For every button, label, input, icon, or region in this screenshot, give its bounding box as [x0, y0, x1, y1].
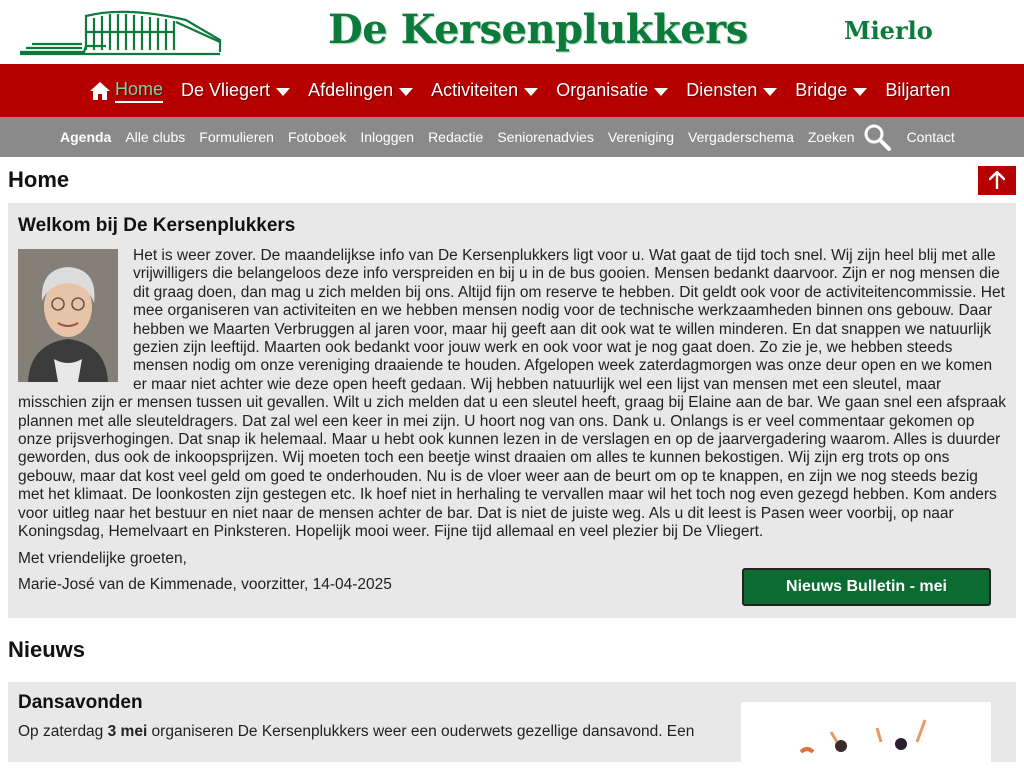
subnav-item-vereniging[interactable]: Vereniging [607, 129, 675, 145]
nav-item-organisatie[interactable] [547, 64, 677, 117]
subnav-item-fotoboek[interactable]: Fotoboek [287, 129, 347, 145]
home-icon [89, 81, 111, 101]
building-logo-icon[interactable] [16, 6, 224, 58]
nav-item-diensten[interactable] [677, 64, 786, 117]
subnav-item-zoeken[interactable]: Zoeken [807, 129, 855, 145]
nav-label: Bridge [795, 80, 848, 100]
caret-down-icon [853, 88, 867, 96]
nav-item-afdelingen[interactable] [299, 64, 422, 117]
nav-label: Home [115, 79, 163, 103]
nav-item-de-vliegert[interactable] [172, 64, 299, 117]
news-date: 3 mei [107, 722, 148, 740]
subnav-item-agenda[interactable]: Agenda [60, 129, 112, 145]
welcome-text: Het is weer zover. De maandelijkse info van De Kersenplukkers ligt voor u. Wat gaat de tijd toch snel. Wij zijn heel blij met alle vrijwilligers die belangeloos deze info verspreiden en bij u in de bus gooien. Mensen bedankt daarvoor. Zijn er nog mensen die dit graag doen, dan mag u zich melden bij ons. Altijd fijn om reserve te hebben. Dit geldt ook voor de activiteitencommissie. Het mee organiseren van activiteiten en we hebben mensen nodig voor de technische werkzaamheden binnen ons gebouw. Daar hebben we Maarten Verbruggen al jaren voor, maar hij geeft aan dit ook wat te willen minderen. En dat snappen we natuurlijk gezien zijn leeftijd. Maarten ook bedankt voor jouw werk en ook voor wat je nog gaat doen. Zo zie je, we hebben steeds mensen nodig om onze vereniging draaiende te houden. Afgelopen week zaterdagmorgen was onze deur open en we komen er maar niet achter wie deze open heeft gedaan. Wij hebben natuurlijk wel een lijst van mensen met een sleutel, maar misschien zijn er mensen tussen uit gevallen. Wilt u zich melden dat u een sleutel heeft, graag bij Elaine aan de bar. We gaan snel een afspraak plannen met alle sleuteldragers. Dat zal wel een keer in mei zijn. U hoort nog van ons. Dank u. Onlangs is er veel commentaar gekomen op onze prijsverhogingen. Dat snap ik helemaal. Maar u hebt ook kunnen lezen in de verslagen en op de jaarvergadering waarom. Alles is duurder geworden, dus ook de inkoopsprijzen. Wij moeten toch een beetje winst draaien om alles te kunnen bekostigen. Wij zijn erg trots op ons gebouw, maar dat kost veel geld om goed te onderhouden. Nu is de vloer weer aan de beurt om op te knappen, en zijn we nog steeds bezig met het klimaat. De loonkosten zijn gestegen etc. Ik hoef niet in herhaling te vervallen maar wil het toch nog even gezegd hebben. Kom anders voor uitleg naar het bestuur en niet naar de mensen achter de bar. Dat is niet de juiste weg. Als u dit leest is Pasen weer voorbij, op naar Koningsdag, Hemelvaart en Pinksteren. Hopelijk mooi weer. Fijne tijd allemaal en veel plezier bij De Vliegert. [18, 247, 1006, 541]
subnav-item-seniorenadvies[interactable]: Seniorenadvies [497, 129, 594, 145]
page-header [8, 157, 1016, 203]
subnav-item-contact[interactable]: Contact [906, 129, 955, 145]
site-place: Mierlo [844, 16, 933, 45]
subnav-item-vergaderschema[interactable]: Vergaderschema [688, 129, 794, 145]
arrow-up-icon [989, 171, 1005, 189]
subnav-item-alle-clubs[interactable]: Alle clubs [125, 129, 186, 145]
site-title[interactable]: De Kersenplukkers [328, 6, 748, 53]
welcome-panel [8, 203, 1016, 618]
news-item [8, 682, 1016, 762]
subnav-item-redactie[interactable]: Redactie [428, 129, 484, 145]
scroll-to-top-button[interactable] [978, 166, 1016, 195]
caret-down-icon [399, 88, 413, 96]
nav-item-biljarten[interactable] [876, 64, 959, 117]
news-item-heading[interactable]: Dansavonden [18, 691, 143, 713]
nav-label: Organisatie [556, 80, 649, 100]
news-section-title: Nieuws [8, 636, 86, 662]
nav-label: Biljarten [885, 80, 951, 100]
site-header [0, 0, 1024, 64]
news-item-text [18, 722, 728, 742]
nav-label: Diensten [686, 80, 758, 100]
nav-item-home[interactable] [80, 64, 172, 117]
nav-label: Afdelingen [308, 80, 394, 100]
news-bulletin-button[interactable]: Nieuws Bulletin - mei [742, 568, 991, 606]
nav-label: De Vliegert [181, 80, 271, 100]
caret-down-icon [654, 88, 668, 96]
sub-navigation [0, 117, 1024, 157]
subnav-item-inloggen[interactable]: Inloggen [360, 129, 415, 145]
page-content [0, 157, 1024, 762]
subnav-item-formulieren[interactable]: Formulieren [199, 129, 274, 145]
news-text-part: Op zaterdag [18, 722, 108, 740]
signature-row [18, 576, 1006, 606]
nav-label: Activiteiten [431, 80, 519, 100]
search-icon[interactable] [862, 123, 892, 151]
caret-down-icon [276, 88, 290, 96]
caret-down-icon [524, 88, 538, 96]
main-navigation [0, 64, 1024, 117]
caret-down-icon [763, 88, 777, 96]
nav-item-activiteiten[interactable] [422, 64, 547, 117]
chairwoman-portrait [18, 249, 118, 382]
nav-item-bridge[interactable] [786, 64, 876, 117]
dancing-image [741, 702, 991, 762]
news-text-part: organiseren De Kersenplukkers weer een ouderwets gezellige dansavond. Een [147, 722, 695, 740]
greeting-text: Met vriendelijke groeten, [18, 549, 187, 567]
welcome-heading: Welkom bij De Kersenplukkers [18, 215, 296, 236]
signature-text: Marie-José van de Kimmenade, voorzitter, 14-04-2025 [18, 575, 392, 593]
page-title: Home [8, 167, 70, 192]
